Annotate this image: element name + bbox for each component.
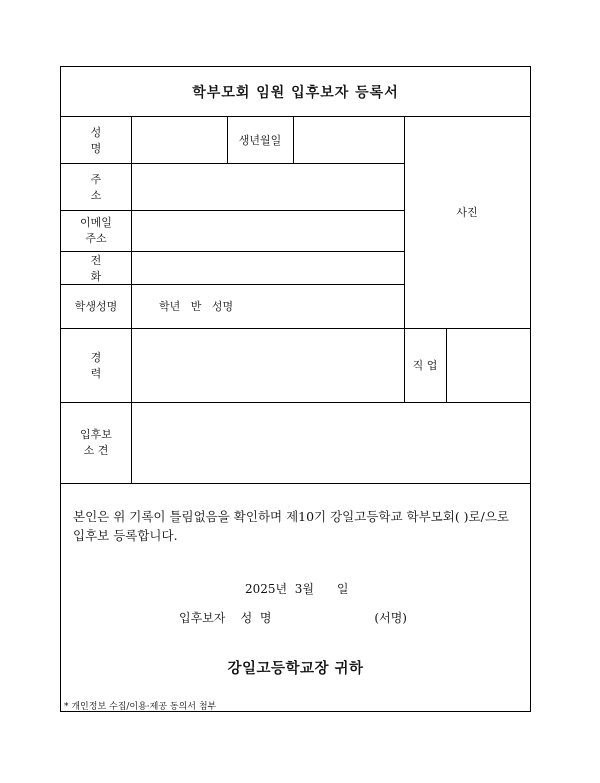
student-fields[interactable]: 학년 반 성명 — [159, 300, 234, 313]
registration-form — [60, 66, 531, 712]
pledge-text: 본인은 위 기록이 틀림없음을 확인하며 제10기 강일고등학교 학부모회( )로/으로 입후보 등록합니다. — [73, 509, 509, 543]
photo-area[interactable]: 사진 — [456, 206, 478, 219]
date-line: 2025년 3월 일 — [245, 582, 349, 596]
applicant-signature-line: 입후보자 성 명 (서명) — [179, 611, 407, 625]
statement-label — [61, 402, 131, 483]
career-field[interactable] — [131, 328, 404, 402]
form-title: 학부모회 임원 입후보자 등록서 — [192, 84, 399, 101]
address-label: 주 소 — [90, 172, 116, 202]
statement-field[interactable] — [131, 402, 530, 483]
addressee: 강일고등학교장 귀하 — [227, 661, 364, 677]
job-field[interactable] — [446, 328, 530, 402]
name-field[interactable] — [131, 116, 227, 163]
birth-label: 생년월일 — [238, 133, 282, 147]
phone-label: 전 화 — [90, 253, 116, 283]
address-field[interactable] — [131, 163, 404, 210]
phone-field[interactable] — [131, 251, 404, 284]
job-label: 직 업 — [412, 359, 438, 372]
email-field[interactable] — [131, 210, 404, 251]
statement-label-line1: 입후보 — [80, 427, 112, 441]
student-name-label: 학생성명 — [74, 300, 118, 313]
career-label: 경 력 — [90, 351, 116, 380]
birth-field[interactable] — [293, 116, 404, 163]
name-label: 성 명 — [90, 125, 116, 155]
email-label — [61, 210, 131, 251]
footnote: * 개인정보 수집/이용·제공 동의서 첨부 — [64, 702, 217, 712]
email-label-line2: 주소 — [85, 231, 107, 245]
statement-label-line2: 소 견 — [83, 443, 109, 457]
email-label-line1: 이메일 — [80, 215, 112, 229]
